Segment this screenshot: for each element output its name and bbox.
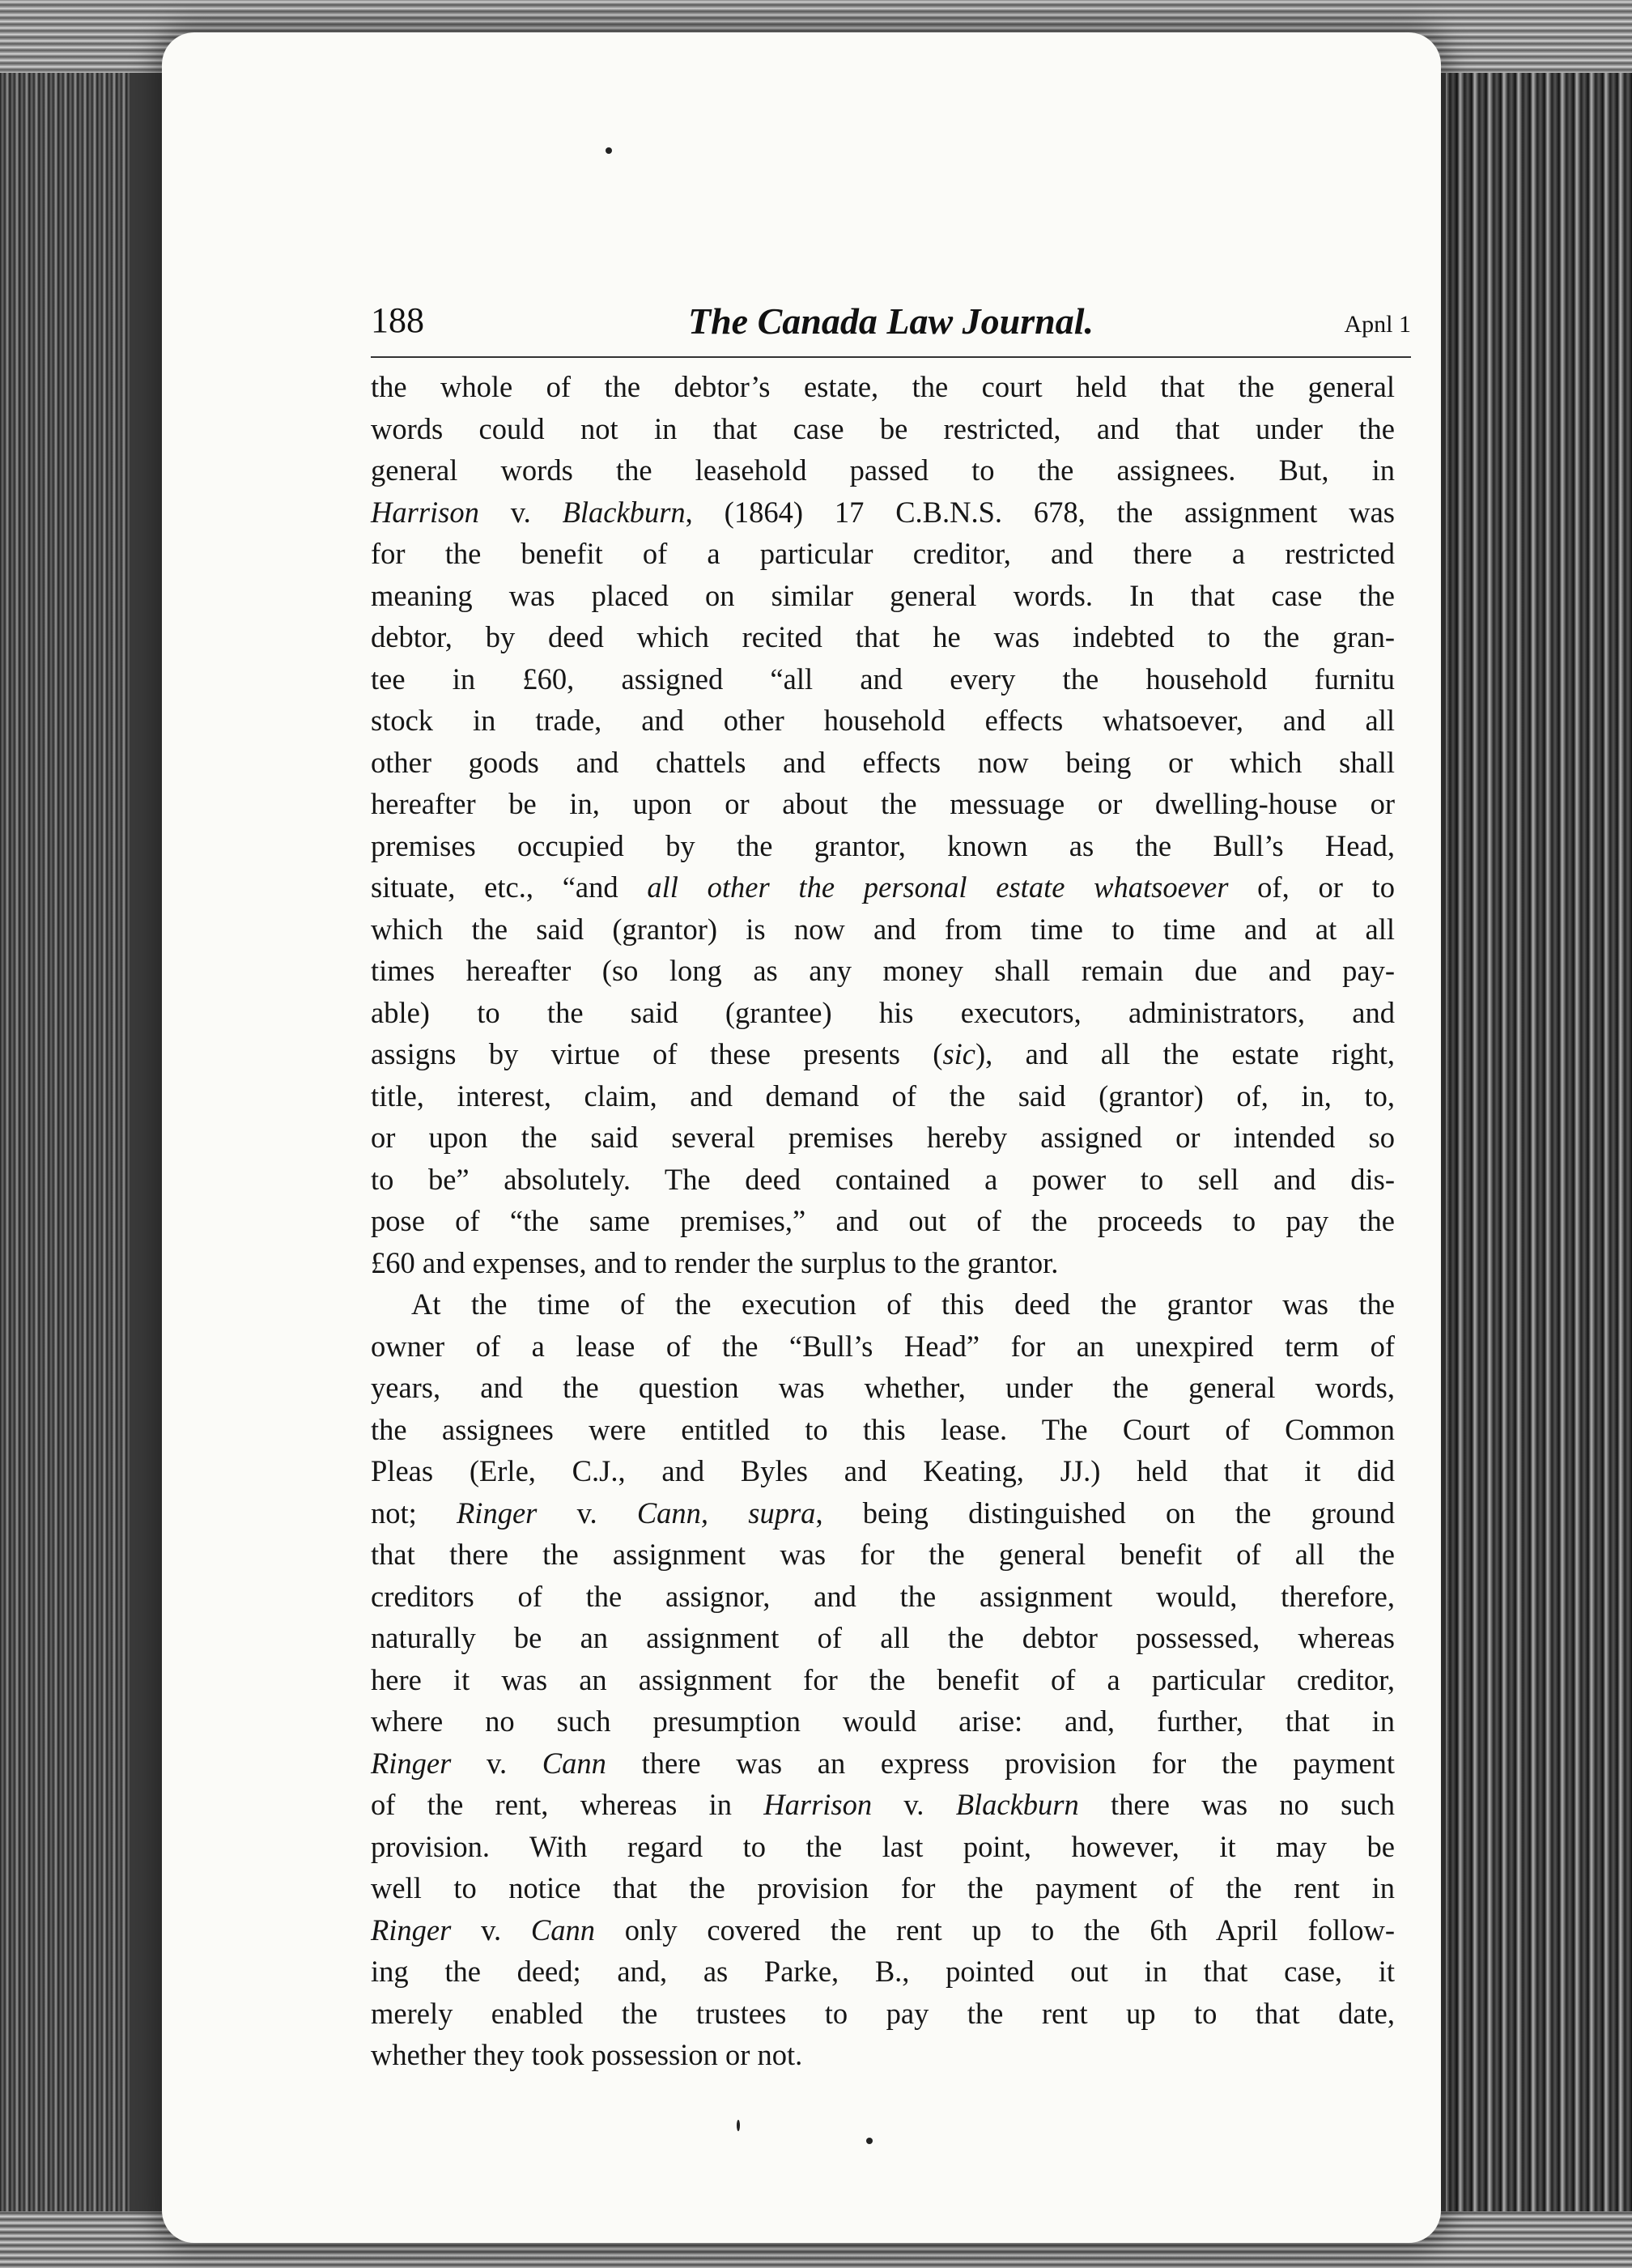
text-line — [371, 866, 1395, 908]
text-segment: of the rent, whereas in — [371, 1788, 764, 1821]
text-line: the assignees were entitled to this lease. The Court of Common — [371, 1412, 1395, 1446]
text-segment: situate, etc., “and — [371, 870, 648, 904]
text-line: title, interest, claim, and demand of the said (grantor) of, in, to, — [371, 1079, 1395, 1113]
running-header — [371, 300, 1411, 358]
italic-case-name: Cann — [542, 1746, 606, 1780]
page-number: 188 — [371, 300, 424, 340]
scan-speck — [606, 147, 612, 154]
text-segment: only covered the rent up to the 6th April follow- — [595, 1913, 1395, 1947]
text-line: merely enabled the trustees to pay the rent up to that date, — [371, 1996, 1395, 2030]
text-line: debtor, by deed which recited that he was indebted to the gran- — [371, 620, 1395, 653]
text-line: well to notice that the provision for the payment of the rent in — [371, 1871, 1395, 1904]
text-line: for the benefit of a particular creditor, and there a restricted — [371, 537, 1395, 570]
text-line: able) to the said (grantee) his executors, administrators, and — [371, 995, 1395, 1029]
text-line: whether they took possession or not. — [371, 2038, 803, 2071]
scan-speck — [866, 2138, 873, 2144]
text-segment: , being distinguished on the ground — [815, 1496, 1395, 1530]
journal-title: The Canada Law Journal. — [688, 300, 1094, 342]
italic-case-name: all other the personal estate whatsoever — [647, 870, 1229, 904]
italic-case-name: Harrison — [763, 1788, 873, 1821]
text-segment: v. — [872, 1788, 956, 1821]
text-line: creditors of the assignor, and the assignment would, therefore, — [371, 1579, 1395, 1613]
italic-case-name: Blackburn — [562, 495, 686, 529]
text-line: premises occupied by the grantor, known as the Bull’s Head, — [371, 828, 1395, 862]
text-line — [371, 1033, 1395, 1075]
text-line: hereafter be in, upon or about the messuage or dwelling-house or — [371, 787, 1395, 820]
book-edge-left — [0, 0, 130, 2268]
text-line — [371, 491, 1395, 534]
italic-case-name: Ringer — [457, 1496, 538, 1530]
text-line — [371, 1492, 1395, 1534]
text-line: to be” absolutely. The deed contained a power to sell and dis- — [371, 1162, 1395, 1196]
book-edge-right — [1446, 0, 1632, 2268]
text-segment: there was no such — [1078, 1788, 1395, 1821]
text-segment: , (1864) 17 C.B.N.S. 678, the assignment was — [685, 495, 1395, 529]
text-line: £60 and expenses, and to render the surplus to the grantor. — [371, 1245, 1059, 1279]
italic-case-name: Ringer — [371, 1746, 452, 1780]
italic-case-name: Ringer — [371, 1913, 452, 1947]
italic-case-name: Cann — [530, 1913, 595, 1947]
text-line — [371, 1784, 1395, 1826]
italic-case-name: Cann, supra — [636, 1496, 816, 1530]
text-segment: there was an express provision for the payment — [606, 1746, 1395, 1780]
scan-speck — [737, 2120, 740, 2131]
text-segment: v. — [451, 1746, 542, 1780]
text-segment: v. — [451, 1913, 531, 1947]
text-line: meaning was placed on similar general words. In that case the — [371, 578, 1395, 612]
text-segment: assigns by virtue of these presents ( — [371, 1037, 943, 1070]
text-line: owner of a lease of the “Bull’s Head” for an unexpired term of — [371, 1329, 1395, 1363]
text-segment: of, or to — [1228, 870, 1395, 904]
text-line: other goods and chattels and effects now being or which shall — [371, 745, 1395, 779]
text-line: ing the deed; and, as Parke, B., pointed out in that case, it — [371, 1955, 1395, 1988]
text-segment: not; — [371, 1496, 457, 1530]
italic-case-name: Blackburn — [955, 1788, 1079, 1821]
text-line: tee in £60, assigned “all and every the household furnitu — [371, 662, 1395, 696]
text-line: stock in trade, and other household effects whatsoever, and all — [371, 704, 1395, 737]
text-line: which the said (grantor) is now and from time to time and at all — [371, 912, 1395, 946]
text-line: or upon the said several premises hereby assigned or intended so — [371, 1121, 1395, 1154]
text-segment: ), and all the estate right, — [975, 1037, 1395, 1070]
text-line: naturally be an assignment of all the debtor possessed, whereas — [371, 1621, 1395, 1654]
text-line: provision. With regard to the last point, however, it may be — [371, 1829, 1395, 1863]
article-body — [371, 366, 1395, 2076]
text-line — [371, 1909, 1395, 1951]
text-line: times hereafter (so long as any money shall remain due and pay- — [371, 954, 1395, 987]
text-line: where no such presumption would arise: and, further, that in — [371, 1704, 1395, 1738]
text-line: here it was an assignment for the benefit of a particular creditor, — [371, 1662, 1395, 1696]
text-segment: v. — [478, 495, 563, 529]
text-line — [371, 1742, 1395, 1785]
italic-case-name: sic — [942, 1037, 975, 1070]
text-line: years, and the question was whether, under the general words, — [371, 1371, 1395, 1404]
text-segment: v. — [537, 1496, 637, 1530]
running-month: Apnl 1 — [1344, 311, 1411, 338]
text-line: general words the leasehold passed to the assignees. But, in — [371, 453, 1395, 487]
text-line: At the time of the execution of this deed the grantor was the — [411, 1287, 1395, 1321]
text-line: words could not in that case be restricted, and that under the — [371, 411, 1395, 445]
italic-case-name: Harrison — [371, 495, 479, 529]
text-line: pose of “the same premises,” and out of the proceeds to pay the — [371, 1204, 1395, 1237]
text-line: the whole of the debtor’s estate, the court held that the general — [371, 370, 1395, 403]
text-line: that there the assignment was for the general benefit of all the — [371, 1538, 1395, 1571]
text-line: Pleas (Erle, C.J., and Byles and Keating, JJ.) held that it did — [371, 1454, 1395, 1487]
